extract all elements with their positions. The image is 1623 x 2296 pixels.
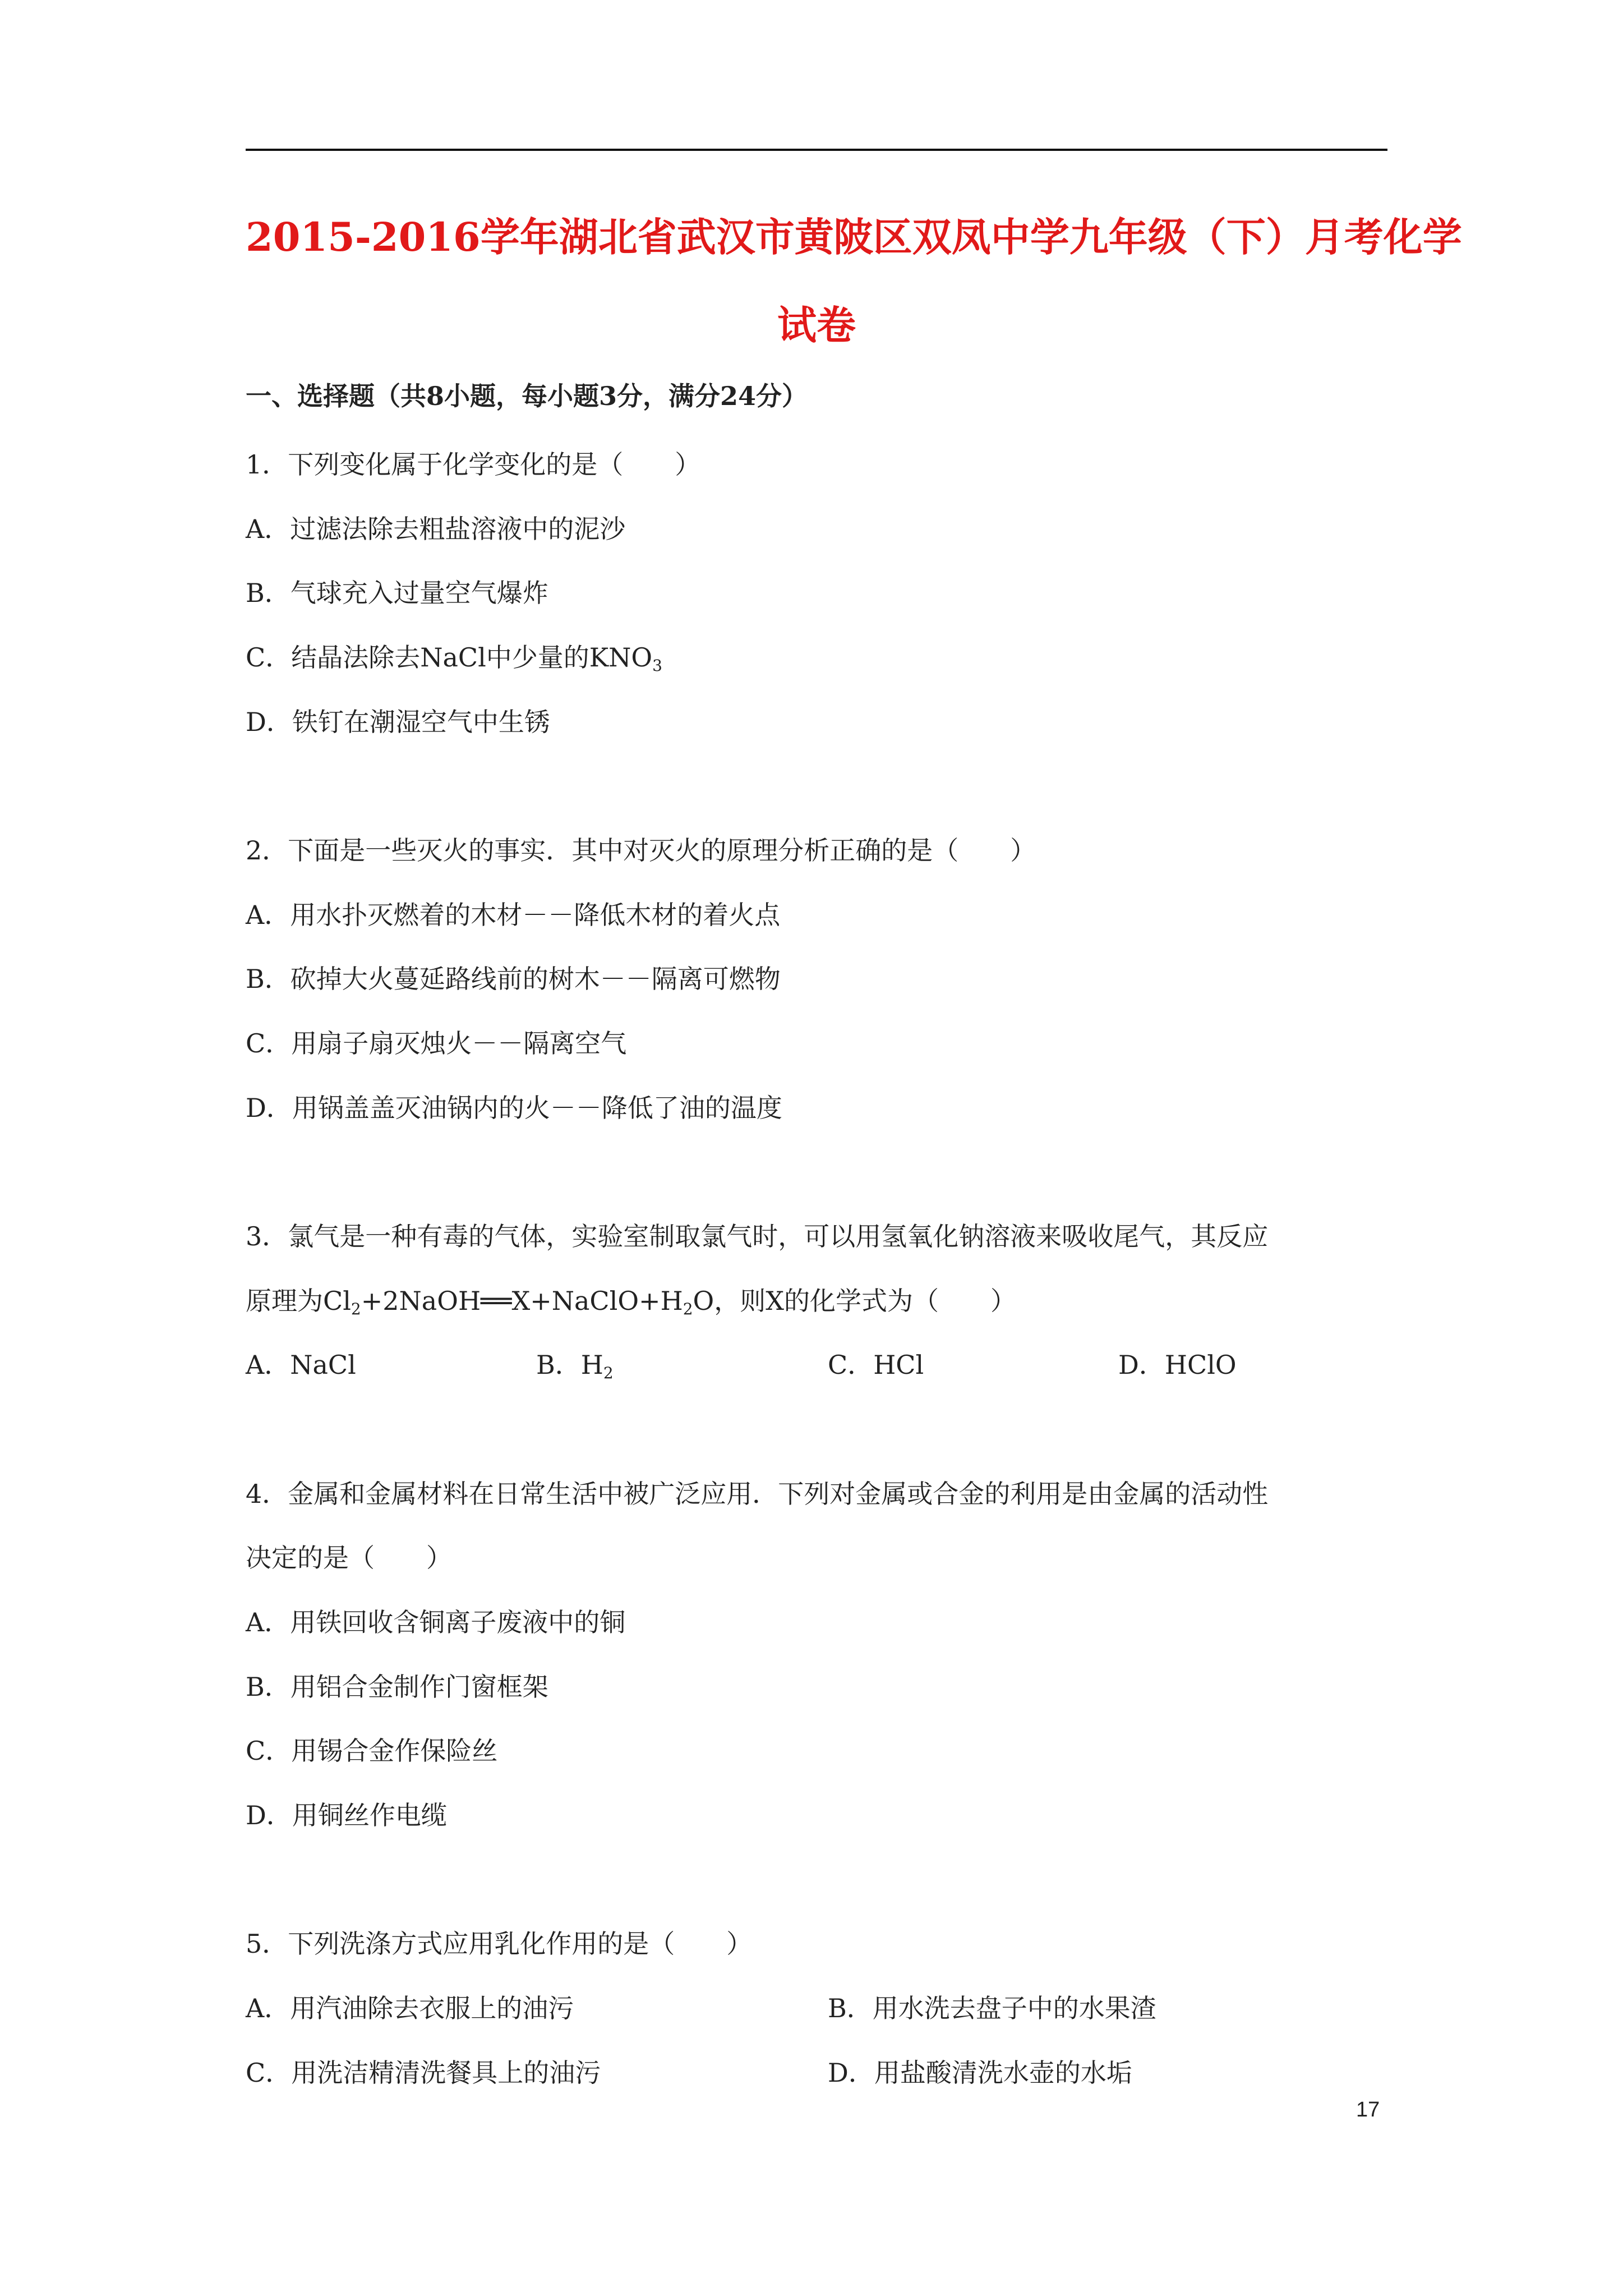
question-3-option-a: A．NaCl (246, 1350, 356, 1380)
question-2-option-b: B．砍掉大火蔓延路线前的树木－－隔离可燃物 (246, 964, 781, 994)
question-2-option-a: A．用水扑灭燃着的木材－－降低木材的着火点 (246, 900, 781, 930)
question-4-stem-line-2: 决定的是（ ） (246, 1543, 452, 1573)
question-4-option-c: C．用锡合金作保险丝 (246, 1736, 498, 1766)
question-1-stem: 1．下列变化属于化学变化的是（ ） (246, 449, 701, 480)
question-3-stem-line-2: 原理为$Cl_2+2NaOH══X+NaClO+H_2O$，则X的化学式为（ ） (246, 1286, 1016, 1318)
header-rule (246, 149, 1387, 151)
page-title-line-1: 2015-2016学年湖北省武汉市黄陂区双凤中学九年级（下）月考化学 (246, 214, 1462, 260)
question-3-option-d: D．HClO (1118, 1350, 1237, 1380)
question-3-option-c: C．HCl (828, 1350, 924, 1380)
question-2-option-c: C．用扇子扇灭烛火－－隔离空气 (246, 1028, 627, 1059)
question-5-option-b: B．用水洗去盘子中的水果渣 (828, 1993, 1156, 2023)
question-1-option-d: D．铁钉在潮湿空气中生锈 (246, 707, 550, 737)
question-1-option-c (246, 642, 662, 675)
question-3-option-b: B．$H_2$ (536, 1350, 614, 1382)
question-2-stem: 2．下面是一些灭火的事实．其中对灭火的原理分析正确的是（ ） (246, 835, 1036, 866)
question-1-option-a: A．过滤法除去粗盐溶液中的泥沙 (246, 514, 626, 544)
question-5-option-d: D．用盐酸清洗水壶的水垢 (828, 2058, 1132, 2088)
question-5-stem: 5．下列洗涤方式应用乳化作用的是（ ） (246, 1929, 753, 1959)
page-number: 17 (1356, 2098, 1380, 2122)
question-4-option-b: B．用铝合金制作门窗框架 (246, 1672, 548, 1702)
question-5-option-c: C．用洗洁精清洗餐具上的油污 (246, 2058, 601, 2088)
kno3-formula: $KNO_3$ (589, 642, 662, 675)
question-3-stem-line-1: 3．氯气是一种有毒的气体，实验室制取氯气时，可以用氢氧化钠溶液来吸收尾气，其反应 (246, 1221, 1269, 1251)
page-title-line-2: 试卷 (777, 302, 856, 348)
question-1-option-c-text: C．结晶法除去NaCl中少量的 (246, 642, 589, 673)
question-2-option-d: D．用锅盖盖灭油锅内的火－－降低了油的温度 (246, 1093, 782, 1123)
question-4-option-d: D．用铜丝作电缆 (246, 1800, 447, 1830)
question-5-option-a: A．用汽油除去衣服上的油污 (246, 1993, 574, 2023)
section-heading: 一、选择题（共8小题，每小题3分，满分24分） (246, 381, 808, 411)
question-1-option-b: B．气球充入过量空气爆炸 (246, 578, 548, 608)
question-4-option-a: A．用铁回收含铜离子废液中的铜 (246, 1607, 626, 1637)
question-4-stem-line-1: 4．金属和金属材料在日常生活中被广泛应用．下列对金属或合金的利用是由金属的活动性 (246, 1479, 1269, 1509)
